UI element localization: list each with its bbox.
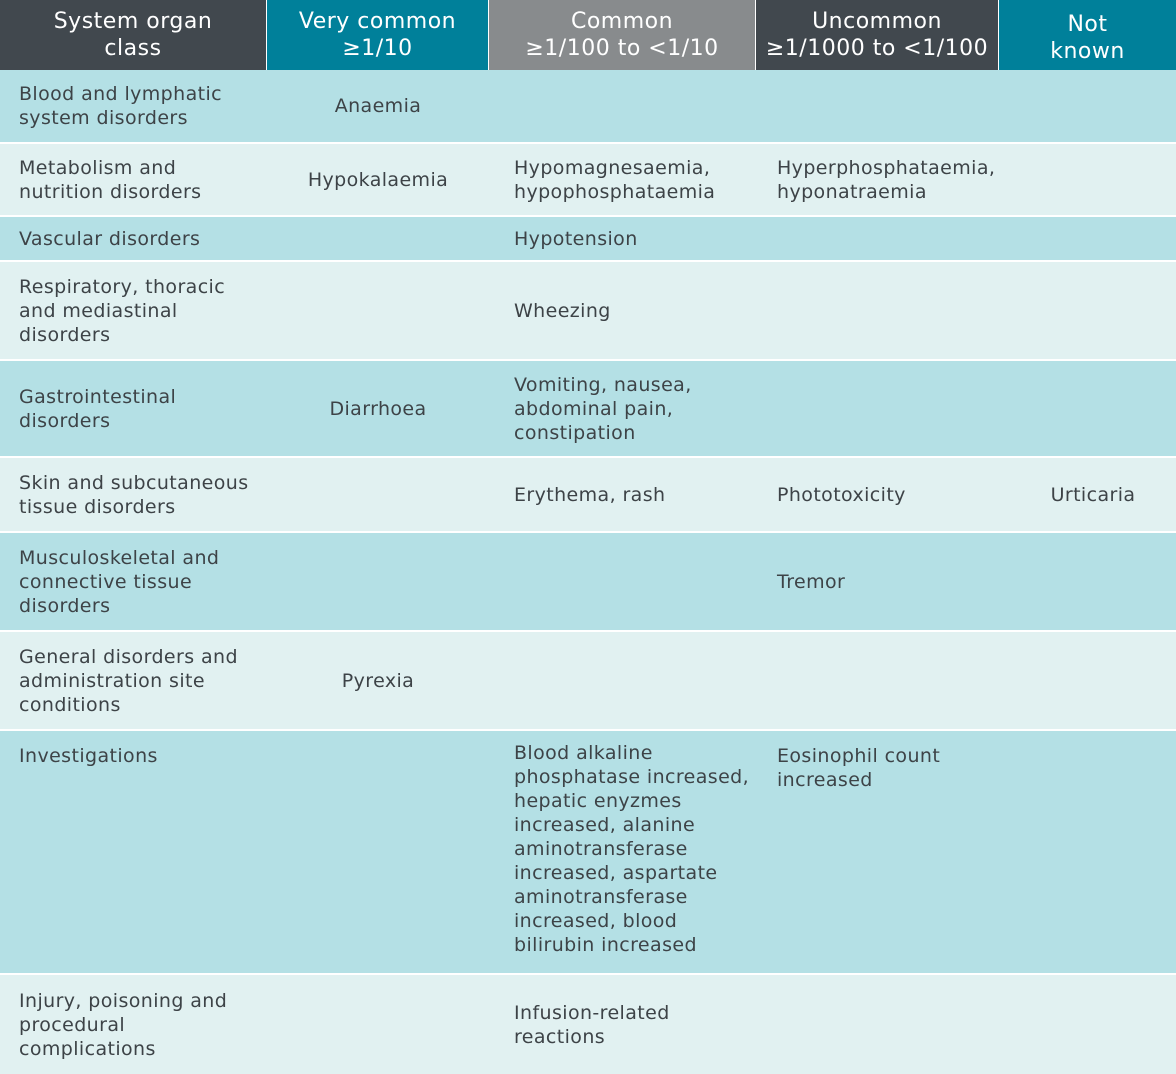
cell-uncommon: Hyperphosphataemia, hyponatraemia	[777, 156, 996, 203]
header-not-known: Not known	[999, 0, 1176, 70]
cell-common: Infusion-related reactions	[514, 1001, 670, 1048]
cell-not-known: Urticaria	[1050, 483, 1136, 506]
cell-not-known	[1010, 262, 1176, 359]
cell-system-organ-class: Investigations	[19, 745, 158, 767]
cell-common: Erythema, rash	[514, 483, 666, 506]
table-header-row	[0, 0, 1176, 70]
cell-common	[514, 533, 764, 630]
cell-very-common	[267, 262, 489, 359]
cell-not-known	[1010, 70, 1176, 142]
cell-uncommon	[777, 975, 1017, 1074]
cell-common: Hypotension	[514, 227, 638, 250]
cell-uncommon: Eosinophil count increased	[777, 745, 941, 791]
cell-very-common	[267, 458, 489, 531]
cell-system-organ-class: Injury, poisoning and procedural complications	[19, 989, 228, 1060]
cell-system-organ-class: Skin and subcutaneous tissue disorders	[19, 471, 249, 518]
cell-not-known	[1010, 731, 1176, 973]
cell-not-known	[1010, 632, 1176, 729]
cell-uncommon	[777, 632, 1017, 729]
cell-uncommon	[777, 70, 1017, 142]
header-uncommon: Uncommon ≥1/1000 to <1/100	[756, 0, 999, 70]
table-row	[0, 458, 1176, 533]
table-row	[0, 632, 1176, 731]
table-row	[0, 975, 1176, 1074]
cell-uncommon	[777, 217, 1017, 260]
cell-not-known	[1010, 533, 1176, 630]
cell-common: Wheezing	[514, 299, 611, 322]
cell-very-common: Diarrhoea	[329, 397, 427, 420]
table-row	[0, 217, 1176, 262]
cell-very-common	[267, 731, 489, 973]
table-row	[0, 70, 1176, 144]
cell-uncommon	[777, 361, 1017, 456]
table-row	[0, 533, 1176, 632]
cell-not-known	[1010, 217, 1176, 260]
table-row	[0, 262, 1176, 361]
cell-uncommon	[777, 262, 1017, 359]
cell-system-organ-class: Gastrointestinal disorders	[19, 385, 177, 432]
cell-not-known	[1010, 975, 1176, 1074]
cell-common: Vomiting, nausea, abdominal pain, constipation	[514, 373, 692, 444]
header-common: Common ≥1/100 to <1/10	[489, 0, 756, 70]
header-very-common: Very common ≥1/10	[267, 0, 489, 70]
header-system-organ-class: System organ class	[0, 0, 267, 70]
cell-very-common: Anaemia	[334, 95, 422, 117]
cell-uncommon: Phototoxicity	[777, 483, 906, 506]
table-row	[0, 731, 1176, 975]
cell-system-organ-class: Musculoskeletal and connective tissue disorders	[19, 546, 220, 617]
cell-system-organ-class: Respiratory, thoracic and mediastinal disorders	[19, 275, 226, 346]
cell-system-organ-class: General disorders and administration site conditions	[19, 645, 238, 716]
cell-very-common	[267, 217, 489, 260]
cell-common: Hypomagnesaemia, hypophosphataemia	[514, 156, 716, 203]
cell-not-known	[1010, 144, 1176, 215]
cell-common	[514, 70, 764, 142]
cell-system-organ-class: Metabolism and nutrition disorders	[19, 156, 202, 203]
cell-system-organ-class: Vascular disorders	[19, 227, 201, 250]
cell-very-common: Pyrexia	[341, 669, 415, 692]
cell-not-known	[1010, 361, 1176, 456]
cell-common	[514, 632, 764, 729]
cell-very-common	[267, 975, 489, 1074]
table-row	[0, 144, 1176, 217]
table-row	[0, 361, 1176, 458]
cell-uncommon: Tremor	[777, 570, 846, 593]
cell-system-organ-class: Blood and lymphatic system disorders	[19, 83, 222, 129]
cell-common: Blood alkaline phosphatase increased, hepatic enyzmes increased, alanine aminotransferase increased, aspartate aminotransferase increased, blood bilirubin increased	[514, 742, 750, 956]
cell-very-common: Hypokalaemia	[307, 168, 449, 191]
cell-very-common	[267, 533, 489, 630]
